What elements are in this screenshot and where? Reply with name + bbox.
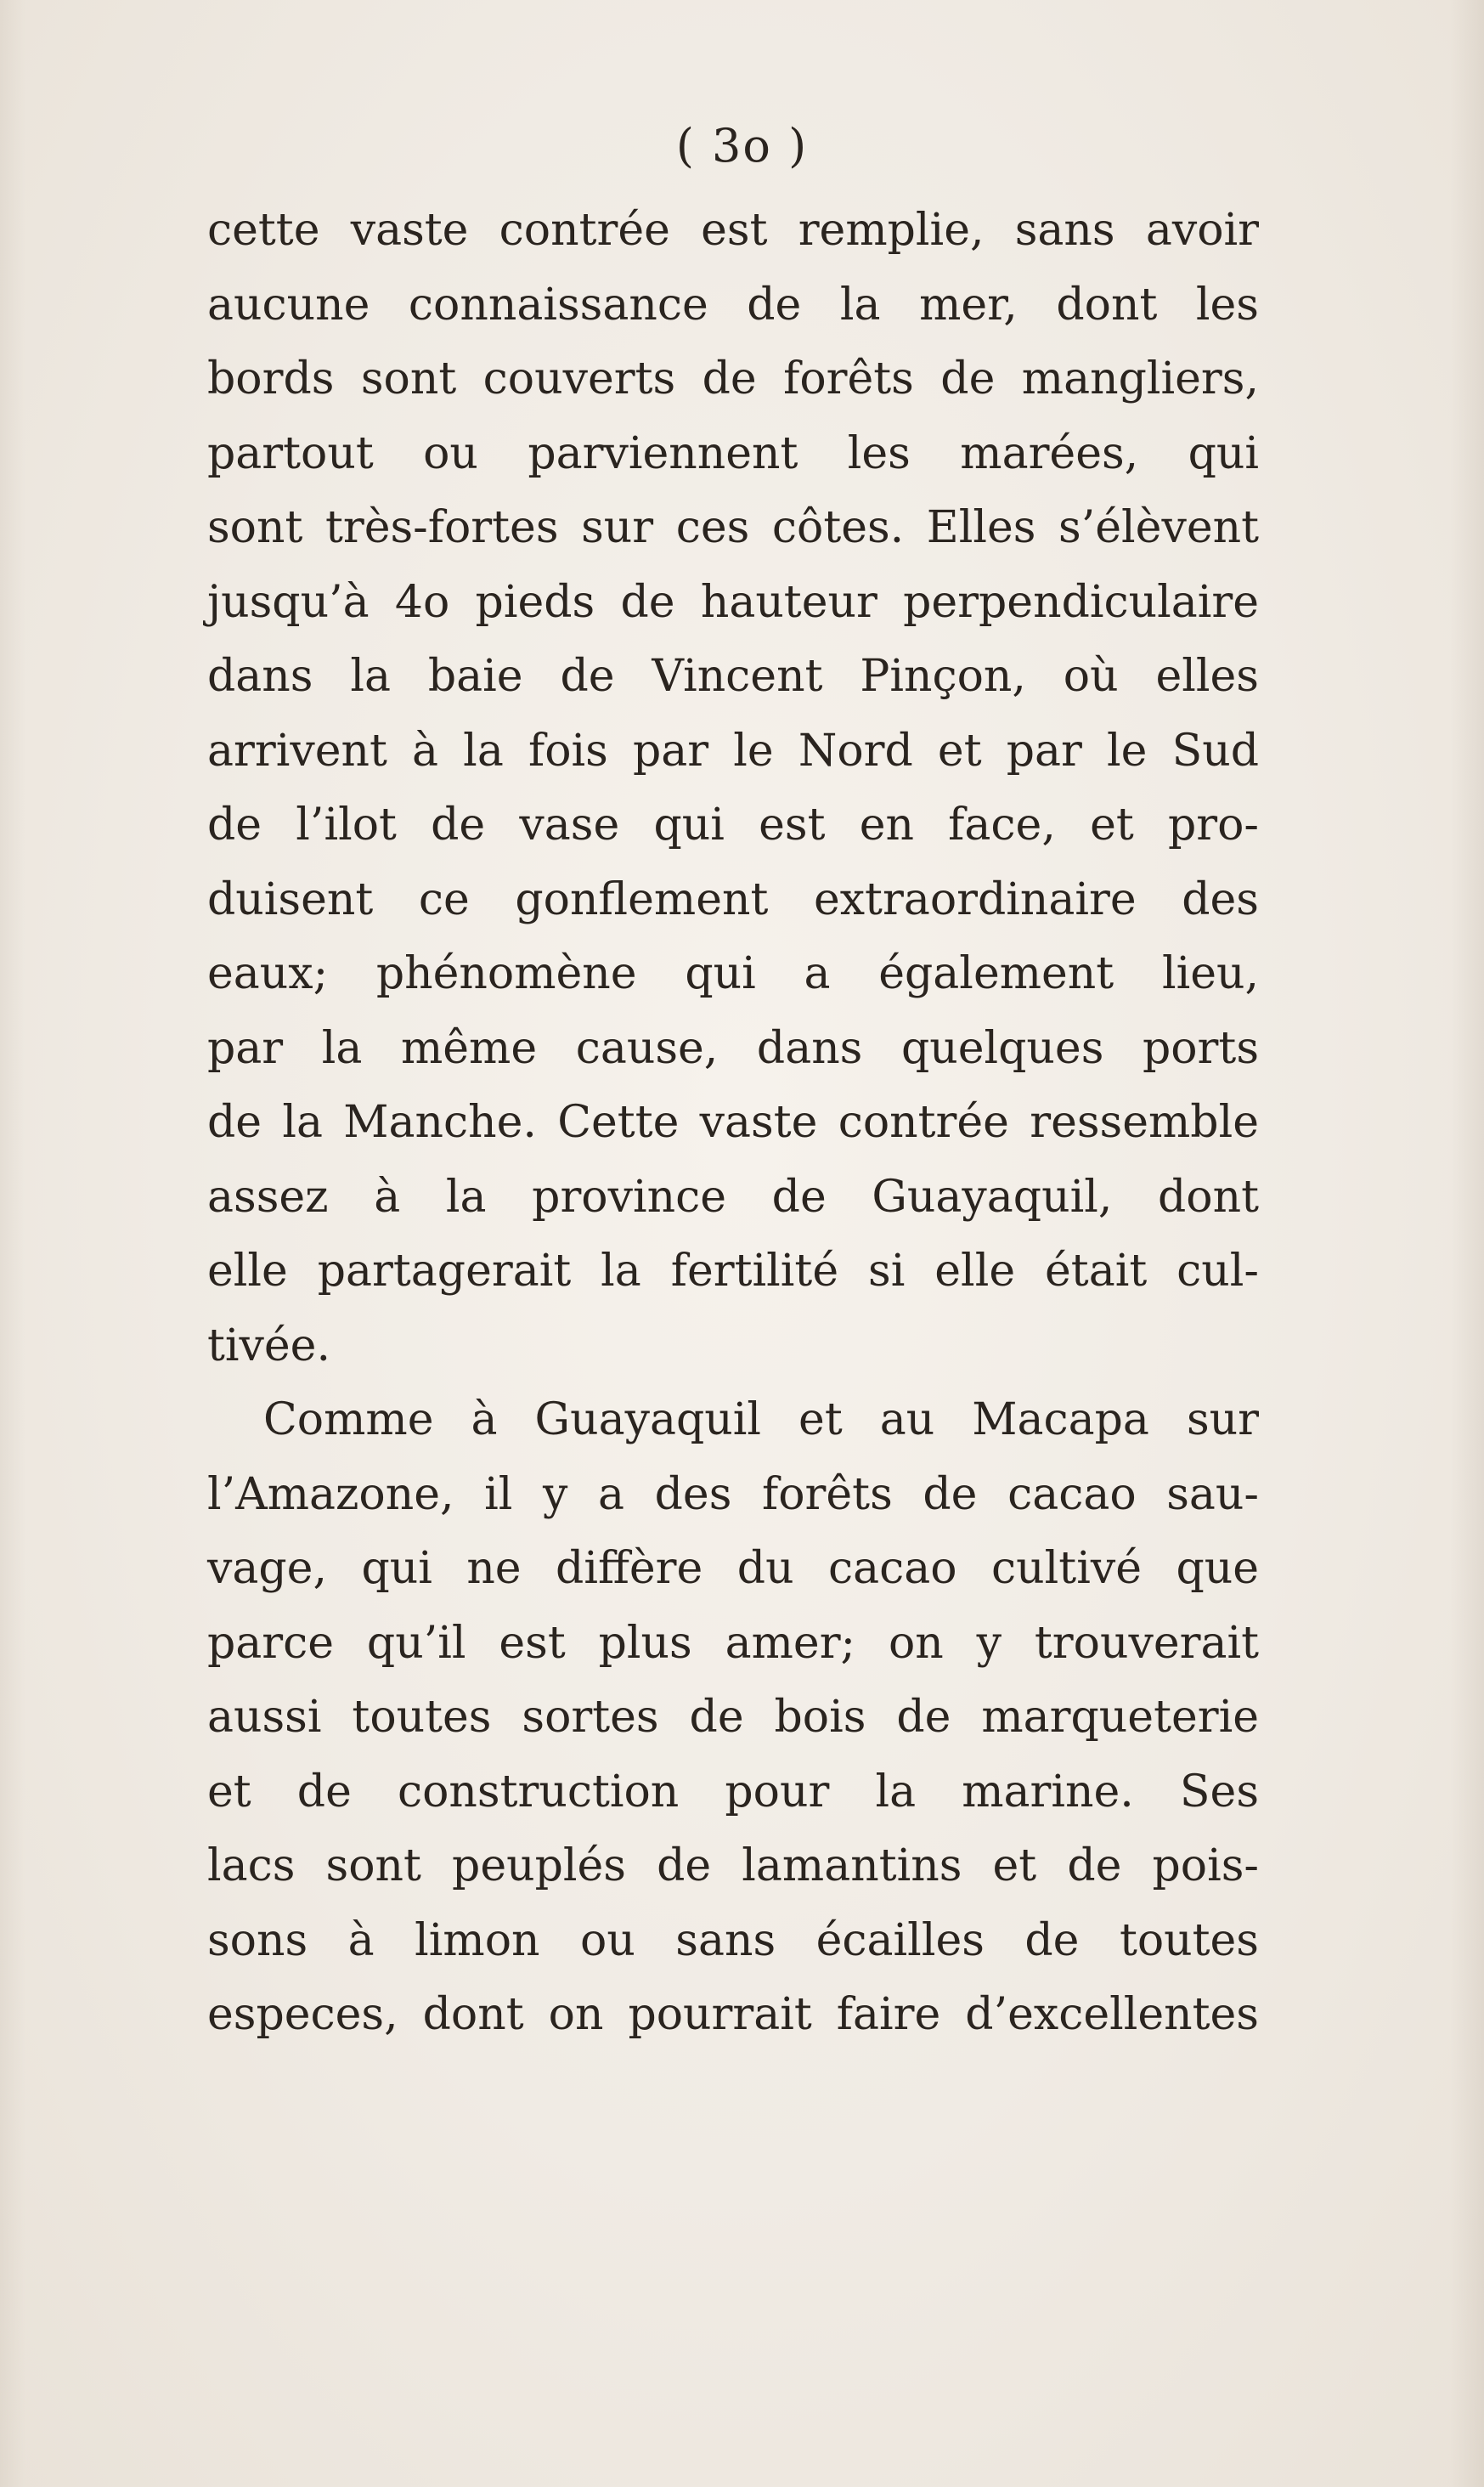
text-line: et de construction pour la marine. Ses — [207, 1766, 1259, 1817]
text-line: bords sont couverts de forêts de mangliers, — [207, 353, 1259, 404]
text-line: arrivent à la fois par le Nord et par le Sud — [207, 725, 1259, 777]
text-line: de l’ilot de vase qui est en face, et pro- — [207, 800, 1259, 851]
text-line: lacs sont peuplés de lamantins et de pois- — [207, 1840, 1259, 1891]
text-line: aussi toutes sortes de bois de marqueterie — [207, 1692, 1259, 1743]
text-line: dans la baie de Vincent Pinçon, où elles — [207, 651, 1259, 702]
text-line: parce qu’il est plus amer; on y trouverait — [207, 1617, 1259, 1669]
text-line: assez à la province de Guayaquil, dont — [207, 1171, 1259, 1223]
text-line: elle partagerait la fertilité si elle était cul- — [207, 1246, 1259, 1297]
text-line: l’Amazone, il y a des forêts de cacao sau- — [207, 1468, 1259, 1520]
text-line: sons à limon ou sans écailles de toutes — [207, 1914, 1259, 1966]
text-line: eaux; phénomène qui a également lieu, — [207, 948, 1259, 999]
text-line: cette vaste contrée est remplie, sans avoir — [207, 205, 1259, 256]
text-line: Comme à Guayaquil et au Macapa sur — [263, 1394, 1259, 1445]
text-line: aucune connaissance de la mer, dont les — [207, 279, 1259, 331]
text-line: tivée. — [207, 1320, 330, 1371]
page-number: ( 3o ) — [675, 119, 809, 172]
page-left-shadow — [0, 0, 25, 2487]
text-line: par la même cause, dans quelques ports — [207, 1022, 1259, 1074]
text-line: vage, qui ne diffère du cacao cultivé que — [207, 1543, 1259, 1594]
text-line: sont très-fortes sur ces côtes. Elles s’élèvent — [207, 502, 1259, 553]
text-line: partout ou parviennent les marées, qui — [207, 427, 1259, 479]
text-line: especes, dont on pourrait faire d’excellentes — [207, 1989, 1259, 2040]
text-line: duisent ce gonflement extraordinaire des — [207, 873, 1259, 925]
page-right-shadow — [1450, 0, 1484, 2487]
text-line: jusqu’à 4o pieds de hauteur perpendiculaire — [207, 576, 1259, 628]
text-line: de la Manche. Cette vaste contrée ressemble — [207, 1097, 1259, 1148]
body-text — [207, 194, 1259, 2053]
